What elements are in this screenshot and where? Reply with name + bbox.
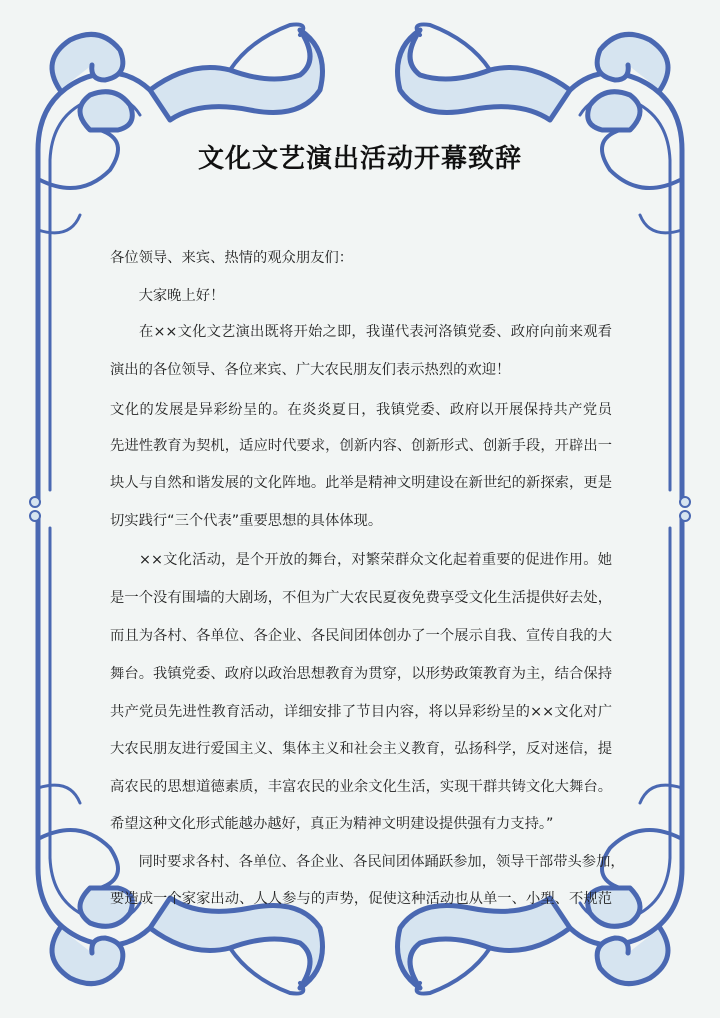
- paragraph-line: 希望这种文化形式能越办越好，真正为精神文明建设提供强有力支持。”: [110, 816, 554, 832]
- greeting: 大家晚上好！: [110, 288, 225, 304]
- paragraph-line: 演出的各位领导、各位来宾、广大农民朋友们表示热烈的欢迎！: [110, 362, 511, 378]
- paragraph-line: 在××文化文艺演出既将开始之即，我谨代表河洛镇党委、政府向前来观看: [110, 324, 612, 340]
- paragraph-line: 要造成一个家家出动、人人参与的声势，促使这种活动也从单一、小型、不规范: [110, 891, 612, 907]
- paragraph-line: 是一个没有围墙的大剧场，不但为广大农民夏夜免费享受文化生活提供好去处，: [110, 590, 612, 606]
- paragraph-line: ××文化活动，是个开放的舞台，对繁荣群众文化起着重要的促进作用。她: [110, 552, 612, 568]
- document-title: 文化文艺演出活动开幕致辞: [197, 144, 522, 174]
- paragraph-line: 舞台。我镇党委、政府以政治思想教育为贯穿，以形势政策教育为主，结合保持: [110, 666, 612, 682]
- paragraph-line: 同时要求各村、各单位、各企业、各民间团体踊跃参加，领导干部带头参加，: [110, 854, 625, 870]
- paragraph-line: 切实践行“三个代表”重要思想的具体体现。: [110, 513, 383, 529]
- paragraph-line: 而且为各村、各单位、各企业、各民间团体创办了一个展示自我、宣传自我的大: [110, 628, 612, 644]
- paragraph-line: 文化的发展是异彩纷呈的。在炎炎夏日，我镇党委、政府以开展保持共产党员: [110, 402, 612, 418]
- paragraph-line: 共产党员先进性教育活动，详细安排了节目内容，将以异彩纷呈的××文化对广: [110, 704, 612, 720]
- salutation: 各位领导、来宾、热情的观众朋友们：: [110, 250, 354, 266]
- paragraph-line: 先进性教育为契机，适应时代要求，创新内容、创新形式、创新手段，开辟出一: [110, 438, 612, 454]
- paragraph-line: 块人与自然和谐发展的文化阵地。此举是精神文明建设在新世纪的新探索，更是: [110, 475, 612, 491]
- paragraph-line: 高农民的思想道德素质，丰富农民的业余文化生活，实现干群共铸文化大舞台。: [110, 779, 612, 795]
- paragraph-line: 大农民朋友进行爱国主义、集体主义和社会主义教育，弘扬科学，反对迷信，提: [110, 741, 612, 757]
